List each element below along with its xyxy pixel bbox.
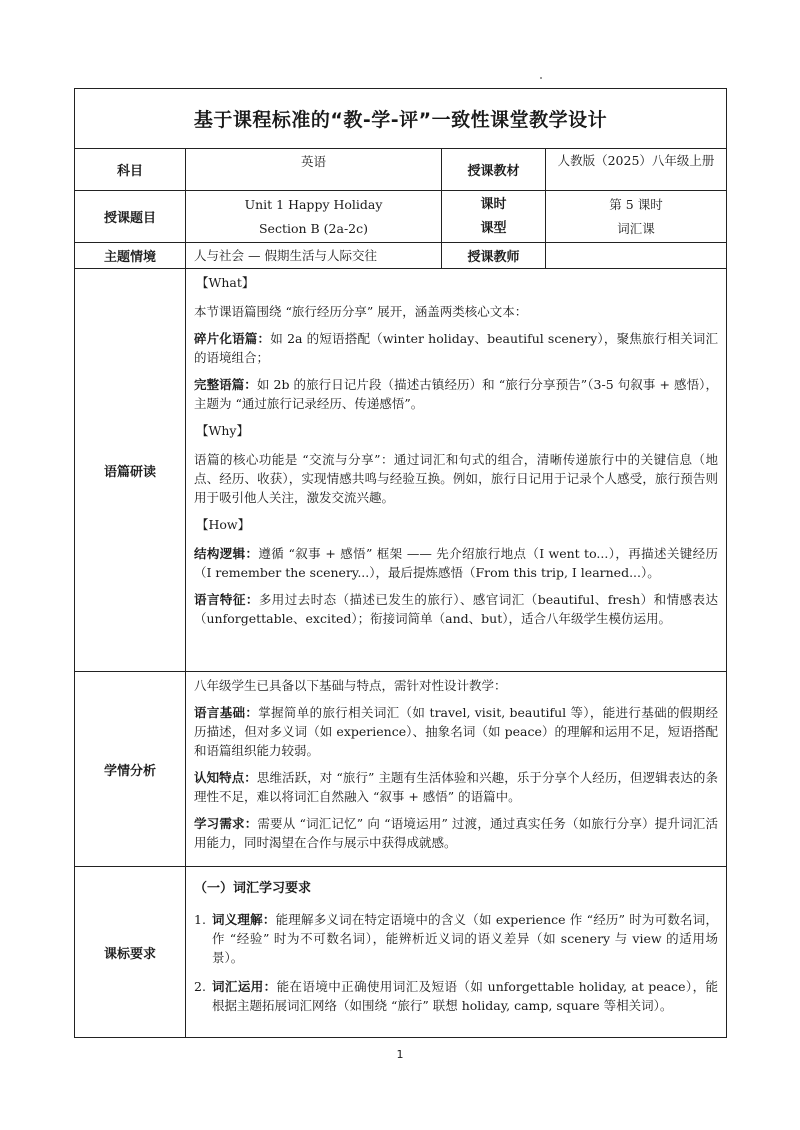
- period-value: 第 5 课时: [609, 197, 663, 212]
- requirement-text: [212, 977, 718, 1015]
- lesson-plan-table: [74, 88, 727, 1038]
- why-tag: 【Why】: [196, 423, 249, 438]
- language-basis-lead: 语言基础：: [194, 705, 259, 720]
- requirement-lead: 词义理解：: [212, 912, 276, 927]
- theme-label: 主题情境: [75, 243, 186, 269]
- topic-row: [75, 191, 727, 243]
- learner-analysis-label: 学情分析: [75, 672, 186, 867]
- subject-label: 科目: [75, 149, 186, 191]
- language-paragraph: [194, 590, 718, 628]
- complete-text: 如 2b 的旅行日记片段（描述古镇经历）和 “旅行分享预告”（3-5 句叙事 + 感悟），主题为 “通过旅行记录经历、传递感悟”。: [194, 377, 718, 411]
- language-lead: 语言特征：: [194, 592, 259, 607]
- learner-analysis-row: [75, 672, 727, 867]
- how-tag: 【How】: [196, 517, 251, 532]
- scan-dot: [540, 77, 542, 79]
- teacher-label: 授课教师: [442, 243, 546, 269]
- period-type-labels: [442, 191, 546, 243]
- theme-value: 人与社会 — 假期生活与人际交往: [186, 243, 442, 269]
- structure-text: 遵循 “叙事 + 感悟” 框架 —— 先介绍旅行地点（I went to...），再描述关键经历（I remember the scenery...），最后提炼感悟（From this trip, I learned...）。: [194, 546, 718, 580]
- cognitive-text: 思维活跃，对 “旅行” 主题有生活体验和兴趣，乐于分享个人经历，但逻辑表达的条理性不足，难以将词汇自然融入 “叙事 + 感悟” 的语篇中。: [194, 770, 718, 804]
- fragment-text-paragraph: [194, 329, 718, 367]
- why-text: 语篇的核心功能是 “交流与分享”：通过词汇和句式的组合，清晰传递旅行中的关键信息（地点、经历、收获），实现情感共鸣与经验互换。例如，旅行日记用于记录个人感受，旅行预告则用于吸引他人关注，激发交流兴趣。: [194, 452, 718, 505]
- structure-lead: 结构逻辑：: [194, 546, 259, 561]
- period-type-values: [546, 191, 727, 243]
- textbook-label: 授课教材: [442, 149, 546, 191]
- subject-value: 英语: [186, 149, 442, 191]
- curriculum-label: 课标要求: [75, 867, 186, 1038]
- topic-section: Section B (2a-2c): [258, 221, 369, 236]
- what-intro: 本节课语篇围绕 “旅行经历分享” 展开，涵盖两类核心文本：: [194, 304, 528, 319]
- cognitive-lead: 认知特点：: [194, 770, 257, 785]
- learner-intro: 八年级学生已具备以下基础与特点，需针对性设计教学：: [194, 678, 507, 693]
- requirement-number: 2.: [194, 979, 206, 994]
- needs-paragraph: [194, 814, 718, 852]
- type-label: 课型: [480, 220, 507, 236]
- complete-text-paragraph: [194, 375, 718, 413]
- title-row: [75, 89, 727, 149]
- complete-lead: 完整语篇：: [194, 377, 257, 392]
- text-analysis-label: 语篇研读: [75, 269, 186, 672]
- document-title: 基于课程标准的“教-学-评”一致性课堂教学设计: [75, 89, 727, 149]
- requirement-lead: 词汇运用：: [212, 979, 277, 994]
- language-basis-text: 掌握简单的旅行相关词汇（如 travel, visit, beautiful 等），能进行基础的假期经历描述，但对多义词（如 experience）、抽象名词（如 peace）的理解和运用不足，短语搭配和语篇组织能力较弱。: [194, 705, 718, 758]
- theme-row: [75, 243, 727, 269]
- requirement-item: [194, 977, 718, 1015]
- teacher-value: [546, 243, 727, 269]
- requirement-number: 1.: [194, 912, 206, 927]
- vocabulary-requirements-heading: （一）词汇学习要求: [194, 881, 312, 896]
- requirement-text: [212, 910, 718, 967]
- topic-label: 授课题目: [75, 191, 186, 243]
- text-analysis-content: [186, 269, 727, 672]
- learner-analysis-content: [186, 672, 727, 867]
- fragment-lead: 碎片化语篇：: [194, 331, 271, 346]
- structure-paragraph: [194, 544, 718, 582]
- fragment-text: 如 2a 的短语搭配（winter holiday、beautiful scenery），聚焦旅行相关词汇的语境组合；: [194, 331, 718, 365]
- language-basis-paragraph: [194, 703, 718, 760]
- requirement-body: 能理解多义词在特定语境中的含义（如 experience 作 “经历” 时为可数名词，作 “经验” 时为不可数名词），能辨析近义词的语义差异（如 scenery 与 view 的适用场景）。: [212, 912, 718, 965]
- subject-row: [75, 149, 727, 191]
- requirement-body: 能在语境中正确使用词汇及短语（如 unforgettable holiday, at peace），能根据主题拓展词汇网络（如围绕 “旅行” 联想 holiday, camp, square 等相关词）。: [212, 979, 718, 1013]
- cognitive-paragraph: [194, 768, 718, 806]
- page-number: 1: [396, 1048, 404, 1061]
- language-text: 多用过去时态（描述已发生的旅行）、感官词汇（beautiful、fresh）和情感表达（unforgettable、excited）；衔接词简单（and、but），适合八年级学生模仿运用。: [194, 592, 718, 626]
- what-tag: 【What】: [196, 275, 255, 290]
- textbook-value: 人教版（2025）八年级上册: [546, 149, 727, 191]
- needs-lead: 学习需求：: [194, 816, 258, 831]
- curriculum-row: [75, 867, 727, 1038]
- topic-unit: Unit 1 Happy Holiday: [244, 197, 383, 212]
- needs-text: 需要从 “词汇记忆” 向 “语境运用” 过渡，通过真实任务（如旅行分享）提升词汇活用能力，同时渴望在合作与展示中获得成就感。: [194, 816, 718, 850]
- period-label: 课时: [480, 196, 507, 212]
- topic-value: [186, 191, 442, 243]
- text-analysis-row: [75, 269, 727, 672]
- type-value: 词汇课: [617, 221, 655, 236]
- curriculum-content: [186, 867, 727, 1038]
- requirement-item: [194, 910, 718, 967]
